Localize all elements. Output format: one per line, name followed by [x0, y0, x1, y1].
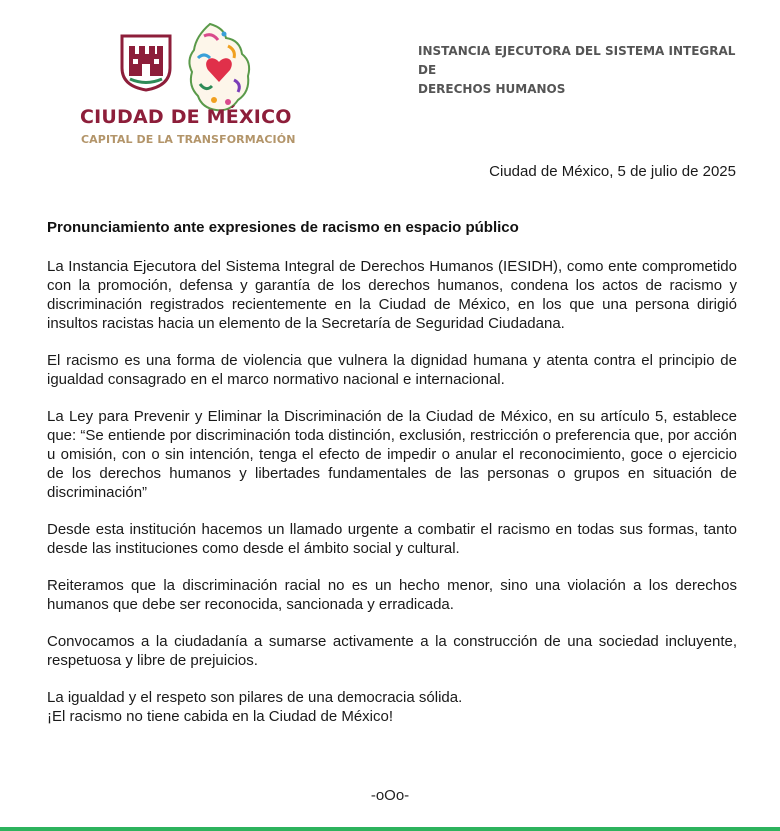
document-subject: Pronunciamiento ante expresiones de racismo en espacio público: [47, 219, 519, 236]
institution-line-2: DERECHOS HUMANOS: [418, 82, 566, 96]
paragraph: Convocamos a la ciudadanía a sumarse activamente a la construcción de una sociedad incluyente, respetuosa y libre de prejuicios.: [47, 633, 737, 669]
paragraph: La Ley para Prevenir y Eliminar la Discriminación de la Ciudad de México, en su artículo 5, establece que: “Se entiende por discriminación toda distinción, exclusión, restricción o preferencia que, por acción u omisión, con o sin intención, tenga el efecto de impedir o anular el reconocimiento, goce o ejercicio de los derechos humanos y libertades fundamentales de las personas o grupos en situación de discriminación”: [47, 408, 737, 501]
paragraph: Reiteramos que la discriminación racial no es un hecho menor, sino una violación a los derechos humanos que debe ser reconocida, sancionada y erradicada.: [47, 577, 737, 613]
institution-name: [418, 42, 738, 99]
end-mark: -oOo-: [370, 787, 410, 804]
logo-marks: [120, 22, 250, 114]
paragraph: Desde esta institución hacemos un llamado urgente a combatir el racismo en todas sus formas, tanto desde las instituciones como desde el ámbito social y cultural.: [47, 521, 737, 557]
institution-line-1: INSTANCIA EJECUTORA DEL SISTEMA INTEGRAL DE: [418, 44, 736, 77]
bottom-accent-bar: [0, 827, 780, 831]
paragraph: El racismo es una forma de violencia que vulnera la dignidad humana y atenta contra el principio de igualdad consagrado en el marco normativo nacional e internacional.: [47, 352, 737, 388]
city-map-icon: [184, 22, 254, 114]
document-body: [47, 257, 737, 744]
logo-subtitle: CAPITAL DE LA TRANSFORMACIÓN: [81, 133, 296, 146]
coat-of-arms-icon: [120, 34, 172, 92]
closing-line-2: ¡El racismo no tiene cabida en la Ciudad de México!: [47, 708, 394, 725]
logo-title: CIUDAD DE MÉXICO: [80, 106, 292, 128]
paragraph: La Instancia Ejecutora del Sistema Integral de Derechos Humanos (IESIDH), como ente comprometido con la promoción, defensa y garantía de los derechos humanos, condena los actos de racismo y discriminación registrados recientemente en la Ciudad de México, en los que una persona dirigió insultos racistas hacia un elemento de la Secretaría de Seguridad Ciudadana.: [47, 258, 737, 332]
document-date: Ciudad de México, 5 de julio de 2025: [489, 163, 736, 180]
closing-statement: [47, 688, 737, 726]
closing-line-1: La igualdad y el respeto son pilares de una democracia sólida.: [47, 689, 463, 706]
